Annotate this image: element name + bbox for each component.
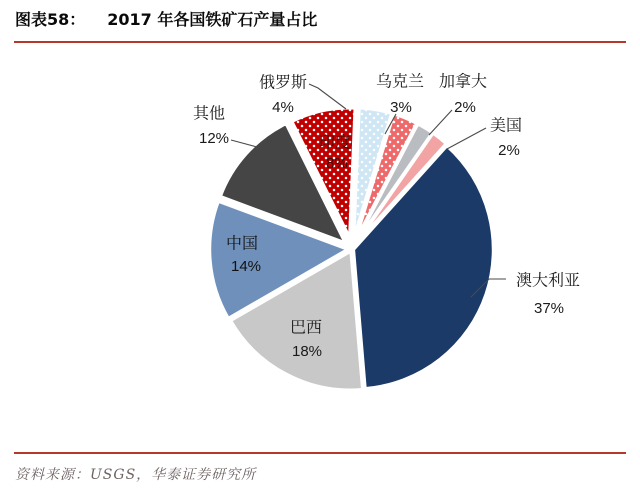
slice-value-others: 12% [198,129,230,147]
slice-label-australia: 澳大利亚 [515,270,581,290]
slice-value-brazil: 18% [291,342,323,360]
source-note: 资料来源：USGS，华泰证券研究所 [15,467,257,483]
leader-line-usa [447,128,486,149]
slice-label-brazil: 巴西 [289,317,323,337]
slice-label-canada: 加拿大 [438,71,488,91]
slice-value-australia: 37% [533,299,565,317]
slice-value-usa: 2% [498,141,520,159]
leader-line-others [231,140,257,147]
slice-label-others: 其他 [192,103,226,123]
slice-value-china: 14% [230,257,262,275]
footer-divider [14,452,626,454]
slice-label-india: 印度 [318,132,352,152]
slice-label-china: 中国 [225,233,259,253]
slice-label-ukraine: 乌克兰 [375,71,425,91]
slice-label-usa: 美国 [489,115,523,135]
leader-line-canada [429,110,452,135]
slice-value-russia: 4% [272,98,294,116]
figure-title: 2017 年各国铁矿石产量占比 [107,10,318,29]
figure-number: 图表58： [15,10,86,29]
leader-line-russia [309,84,346,109]
slice-value-ukraine: 3% [390,98,412,116]
slice-label-russia: 俄罗斯 [258,72,308,92]
slice-value-india: 8% [326,154,348,172]
slice-value-canada: 2% [454,98,476,116]
